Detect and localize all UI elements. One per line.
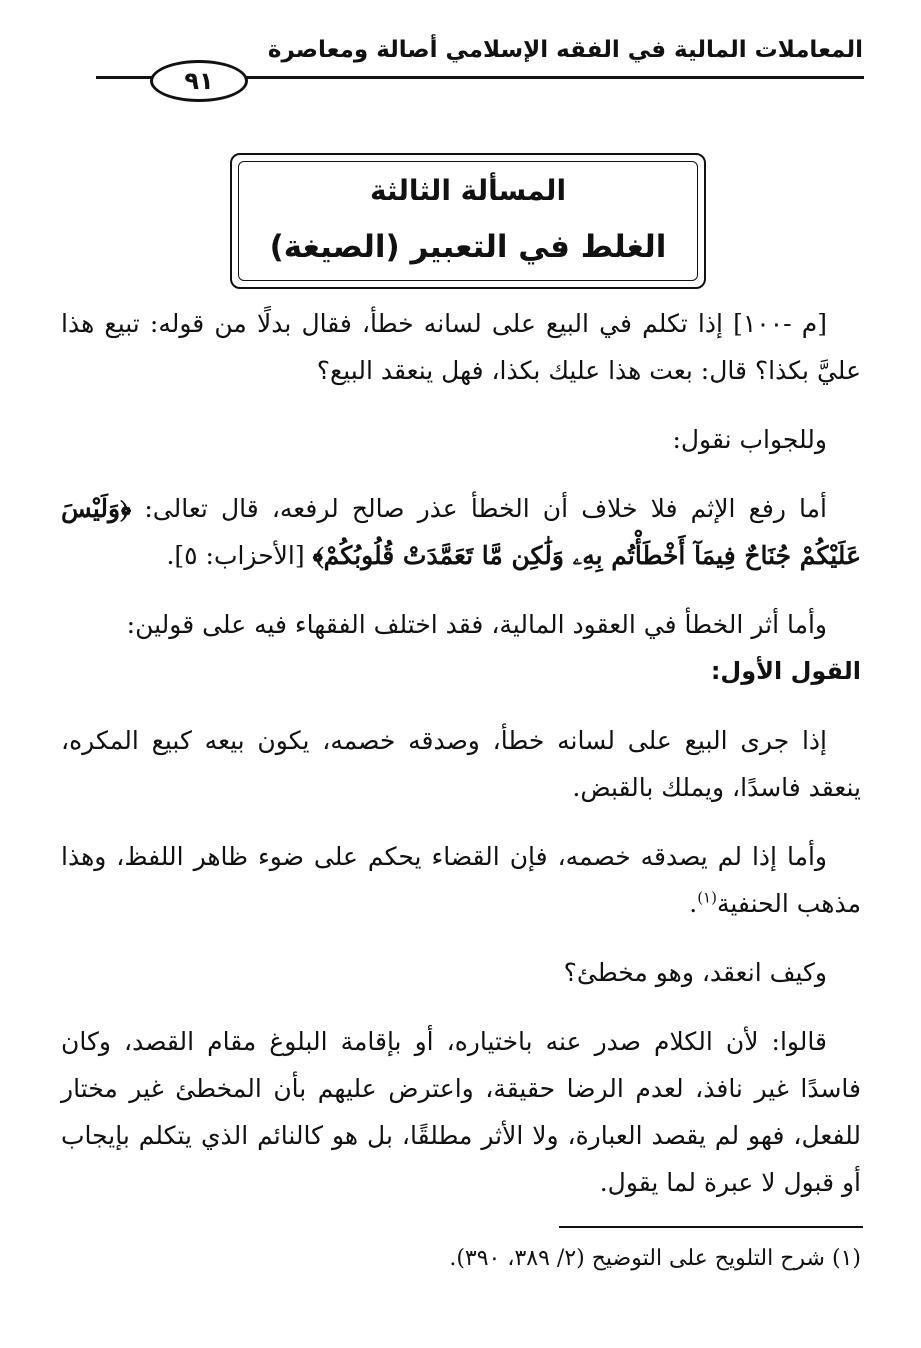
paragraph-sin-removal	[61, 485, 861, 579]
body-text	[61, 300, 861, 1206]
section-title: المسألة الثالثة	[369, 174, 567, 207]
quran-verse: ﴿وَلَيْسَ عَلَيْكُمْ جُنَاحٌ فِيمَآ أَخْطَأْتُم بِهِۦ وَلَٰكِن مَّا تَعَمَّدَتْ قُلُوبُكُمْ﴾	[61, 494, 861, 570]
paragraph-hanafi-view-end: .	[689, 889, 698, 918]
footnote-separator	[559, 1226, 863, 1228]
paragraph-first-opinion: إذا جرى البيع على لسانه خطأ، وصدقه خصمه، يكون بيعه كبيع المكره، ينعقد فاسدًا، ويملك بالقبض.	[61, 726, 861, 802]
running-title: المعاملات المالية في الفقه الإسلامي أصالة ومعاصرة	[267, 37, 863, 63]
footnote-reference[interactable]: (١)	[697, 888, 717, 907]
quran-reference: [الأحزاب: ٥].	[166, 541, 305, 570]
paragraph-sin-removal-text: أما رفع الإثم فلا خلاف أن الخطأ عذر صالح لرفعه، قال تعالى:	[144, 494, 827, 523]
paragraph-how-question: وكيف انعقد، وهو مخطئ؟	[563, 958, 827, 987]
paragraph-hanafi-view	[61, 833, 861, 927]
footnote-marker: (١)	[831, 1246, 861, 1271]
paragraph-their-reasoning: قالوا: لأن الكلام صدر عنه باختياره، أو بإقامة البلوغ مقام القصد، وكان فاسدًا غير نافذ، لعدم الرضا حقيقة، واعترض عليهم بأن المخطئ غير مختار للفعل، فهو لم يقصد العبارة، ولا الأثر مطلقًا، بل هو كالنائم الذي يتكلم بإيجاب أو قبول لا عبرة لما يقول.	[61, 1027, 861, 1197]
footnote	[61, 1243, 861, 1275]
paragraph-two-opinions: وأما أثر الخطأ في العقود المالية، فقد اختلف الفقهاء فيه على قولين:	[126, 610, 827, 639]
paragraph-answer-intro: وللجواب نقول:	[672, 425, 827, 454]
page-number: ٩١	[150, 60, 248, 102]
paragraph-hanafi-view-text: وأما إذا لم يصدقه خصمه، فإن القضاء يحكم على ضوء ظاهر اللفظ، وهذا مذهب الحنفية	[61, 842, 861, 918]
paragraph-question: [م -١٠٠] إذا تكلم في البيع على لسانه خطأ، فقال بدلًا من قوله: تبيع هذا عليَّ بكذا؟ قال: بعت هذا عليك بكذا، فهل ينعقد البيع؟	[61, 309, 861, 385]
footnote-text: شرح التلويح على التوضيح (٢/ ٣٨٩، ٣٩٠).	[449, 1246, 825, 1271]
section-title-frame	[230, 153, 706, 289]
first-opinion-heading: القول الأول:	[710, 657, 861, 685]
section-subtitle: الغلط في التعبير (الصيغة)	[269, 229, 667, 265]
